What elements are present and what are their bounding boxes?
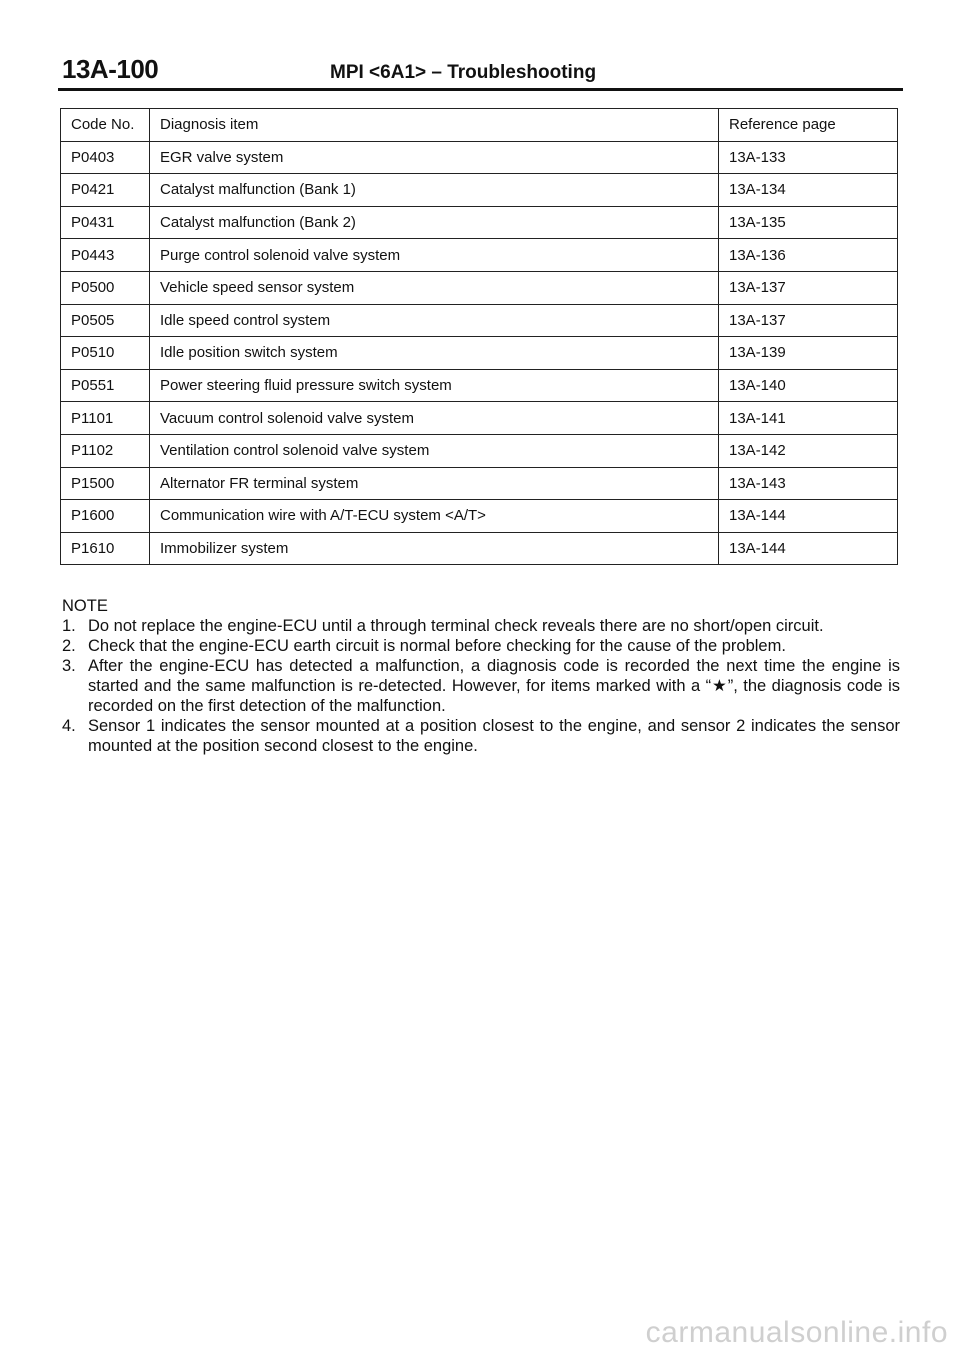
diagnosis-item-cell: Catalyst malfunction (Bank 1)	[150, 174, 719, 207]
diagnosis-item-cell: Communication wire with A/T-ECU system <A/T>	[150, 500, 719, 533]
code-cell: P0510	[61, 337, 150, 370]
table-row	[61, 532, 898, 565]
reference-page-cell: 13A-139	[719, 337, 898, 370]
code-cell: P0551	[61, 369, 150, 402]
note-list	[62, 616, 900, 756]
table-row	[61, 500, 898, 533]
code-cell: P0505	[61, 304, 150, 337]
note-item	[62, 716, 900, 756]
table-row	[61, 467, 898, 500]
code-cell: P1600	[61, 500, 150, 533]
diagnosis-item-cell: Alternator FR terminal system	[150, 467, 719, 500]
table-row	[61, 271, 898, 304]
diagnosis-item-cell: Power steering fluid pressure switch system	[150, 369, 719, 402]
reference-page-cell: 13A-137	[719, 271, 898, 304]
diagnosis-item-cell: EGR valve system	[150, 141, 719, 174]
diagnosis-item-cell: Catalyst malfunction (Bank 2)	[150, 206, 719, 239]
note-text: Check that the engine-ECU earth circuit is normal before checking for the cause of the problem.	[88, 637, 786, 655]
reference-page-cell: 13A-133	[719, 141, 898, 174]
column-header-code: Code No.	[61, 109, 150, 142]
reference-page-cell: 13A-136	[719, 239, 898, 272]
note-number: 1.	[62, 617, 76, 635]
reference-page-cell: 13A-135	[719, 206, 898, 239]
note-text: Sensor 1 indicates the sensor mounted at a position closest to the engine, and sensor 2 indicates the sensor mounted at the position second closest to the engine.	[88, 717, 900, 755]
table-row	[61, 434, 898, 467]
table-row	[61, 402, 898, 435]
code-cell: P0443	[61, 239, 150, 272]
table-row	[61, 174, 898, 207]
note-item	[62, 656, 900, 716]
note-number: 3.	[62, 657, 76, 675]
section-title: MPI <6A1> – Troubleshooting	[330, 62, 597, 83]
diagnosis-code-table	[60, 108, 898, 565]
table-row	[61, 337, 898, 370]
code-cell: P0421	[61, 174, 150, 207]
note-number: 2.	[62, 637, 76, 655]
note-item	[62, 636, 900, 656]
reference-page-cell: 13A-143	[719, 467, 898, 500]
note-heading: NOTE	[62, 597, 108, 615]
reference-page-cell: 13A-141	[719, 402, 898, 435]
reference-page-cell: 13A-140	[719, 369, 898, 402]
diagnosis-item-cell: Vehicle speed sensor system	[150, 271, 719, 304]
diagnosis-item-cell: Idle position switch system	[150, 337, 719, 370]
code-cell: P0431	[61, 206, 150, 239]
table-row	[61, 369, 898, 402]
code-cell: P1500	[61, 467, 150, 500]
diagnosis-item-cell: Vacuum control solenoid valve system	[150, 402, 719, 435]
diagnosis-item-cell: Immobilizer system	[150, 532, 719, 565]
table-row	[61, 304, 898, 337]
table-header-row	[61, 109, 898, 142]
column-header-diagnosis-item: Diagnosis item	[150, 109, 719, 142]
note-item	[62, 616, 900, 636]
watermark: carmanualsonline.info	[645, 1316, 948, 1349]
note-text: After the engine-ECU has detected a malfunction, a diagnosis code is recorded the next time the engine is started and the same malfunction is re-detected. However, for items marked with a “★”, the diagnosis code is recorded on the first detection of the malfunction.	[88, 657, 900, 715]
table-row	[61, 206, 898, 239]
column-header-reference-page: Reference page	[719, 109, 898, 142]
reference-page-cell: 13A-144	[719, 532, 898, 565]
table-row	[61, 141, 898, 174]
reference-page-cell: 13A-144	[719, 500, 898, 533]
table-row	[61, 239, 898, 272]
code-cell: P1102	[61, 434, 150, 467]
code-cell: P1101	[61, 402, 150, 435]
reference-page-cell: 13A-137	[719, 304, 898, 337]
note-section	[62, 596, 900, 756]
diagnosis-item-cell: Purge control solenoid valve system	[150, 239, 719, 272]
code-cell: P0500	[61, 271, 150, 304]
code-cell: P0403	[61, 141, 150, 174]
page-number: 13A-100	[62, 54, 159, 84]
diagnosis-item-cell: Idle speed control system	[150, 304, 719, 337]
reference-page-cell: 13A-134	[719, 174, 898, 207]
header-rule	[58, 88, 903, 91]
note-number: 4.	[62, 717, 76, 735]
diagnosis-item-cell: Ventilation control solenoid valve system	[150, 434, 719, 467]
note-text: Do not replace the engine-ECU until a through terminal check reveals there are no short/open circuit.	[88, 617, 824, 635]
code-cell: P1610	[61, 532, 150, 565]
reference-page-cell: 13A-142	[719, 434, 898, 467]
